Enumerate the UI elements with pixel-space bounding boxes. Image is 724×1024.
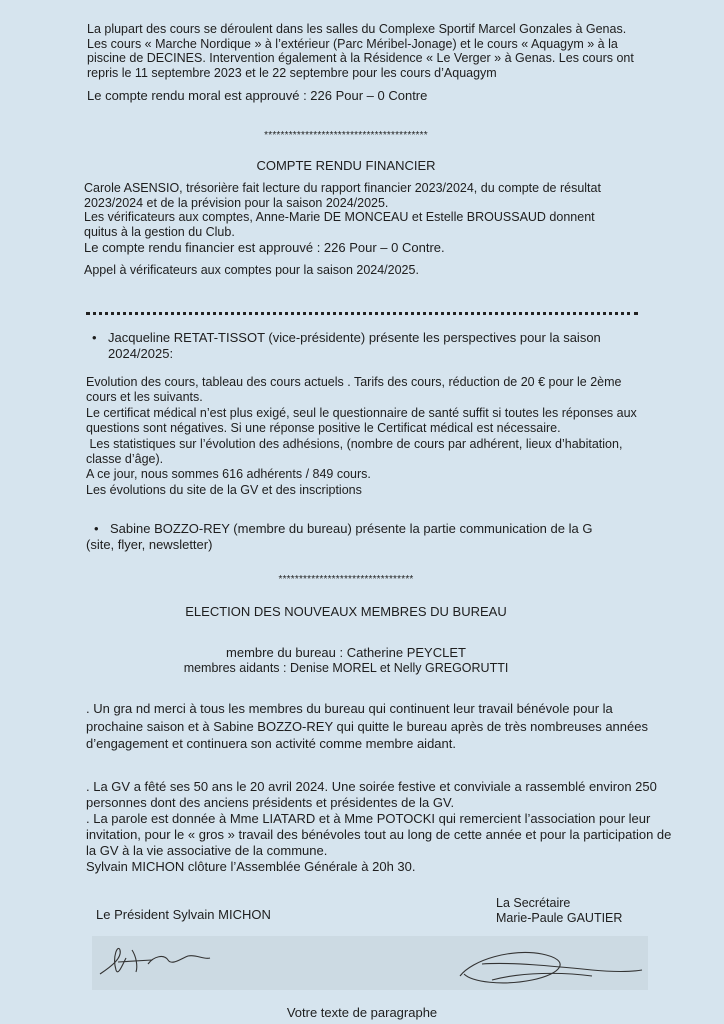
secretary-block	[496, 896, 622, 925]
financial-line: Carole ASENSIO, trésorière fait lecture du rapport financier 2023/2024, du compte de résultat	[84, 181, 601, 195]
financial-paragraph	[84, 181, 654, 278]
dotted-divider	[86, 312, 638, 315]
financial-heading: COMPTE RENDU FINANCIER	[256, 158, 436, 173]
closing-line: . La parole est donnée à Mme LIATARD et à Mme POTOCKI qui remercient l’association pour leur	[86, 811, 651, 826]
financial-appel: Appel à vérificateurs aux comptes pour la saison 2024/2025.	[84, 263, 419, 277]
intro-line: Les cours « Marche Nordique » à l’extérieur (Parc Méribel-Jonage) et le cours « Aquagym » à la	[87, 36, 618, 51]
perspectives-line: A ce jour, nous sommes 616 adhérents / 849 cours.	[86, 467, 371, 482]
separator-stars: ****************************************	[264, 130, 428, 141]
perspectives-line: Le certificat médical n’est plus exigé, seul le questionnaire de santé suffit si toutes les réponses aux	[86, 405, 637, 420]
merci-line: . Un gra nd merci à tous les membres du bureau qui continuent leur travail bénévole pour la	[86, 701, 613, 716]
intro-paragraph	[87, 22, 647, 80]
perspectives-line: Evolution des cours, tableau des cours actuels . Tarifs des cours, réduction de 20 € pour le 2ème	[86, 375, 622, 389]
financial-line: 2023/2024 et de la prévision pour la saison 2024/2025.	[84, 195, 389, 210]
financial-line: Les vérificateurs aux comptes, Anne-Marie DE MONCEAU et Estelle BROUSSAUD donnent	[84, 210, 595, 224]
secretary-title: La Secrétaire	[496, 896, 571, 910]
perspectives-line: questions sont négatives. Si une réponse positive le Certificat médical est nécessaire.	[86, 421, 561, 436]
communication-item	[86, 521, 666, 553]
perspectives-line: cours et les suivants.	[86, 390, 203, 405]
closing-paragraph	[86, 779, 686, 875]
election-membre: membre du bureau : Catherine PEYCLET	[226, 645, 466, 660]
intro-line: piscine de DECINES. Intervention également à la Résidence « Le Verger » à Genas. Les cours ont	[87, 51, 634, 65]
merci-line: prochaine saison et à Sabine BOZZO-REY qui quitte le bureau après de très nombreuses années	[86, 718, 648, 734]
perspectives-paragraph	[86, 375, 660, 498]
intro-line: repris le 11 septembre 2023 et le 22 septembre pour les cours d’Aquagym	[87, 65, 497, 80]
closing-line: Sylvain MICHON clôture l’Assemblée Générale à 20h 30.	[86, 859, 416, 874]
merci-paragraph	[86, 700, 676, 753]
footer-placeholder: Votre texte de paragraphe	[286, 1005, 438, 1020]
merci-line: d’engagement et continuera son activité comme membre aidant.	[86, 736, 456, 751]
financial-line: quitus à la gestion du Club.	[84, 224, 235, 239]
communication-line: (site, flyer, newsletter)	[86, 537, 213, 552]
moral-vote: Le compte rendu moral est approuvé : 226 Pour – 0 Contre	[87, 88, 428, 103]
signature-drawings	[92, 936, 648, 990]
bullet: •	[92, 330, 97, 345]
perspectives-line: classe d’âge).	[86, 452, 164, 467]
signature-strip	[92, 936, 648, 990]
closing-line: invitation, pour le « gros » travail des bénévoles tout au long de cette année et pour la participation de	[86, 827, 672, 842]
secretary-name: Marie-Paule GAUTIER	[496, 910, 623, 925]
president-signature	[100, 948, 210, 974]
president-label: Le Président Sylvain MICHON	[96, 907, 271, 922]
closing-line: . La GV a fêté ses 50 ans le 20 avril 2024. Une soirée festive et conviviale a rassemblé environ 250	[86, 779, 657, 794]
perspectives-lead	[92, 330, 652, 362]
intro-line: La plupart des cours se déroulent dans les salles du Complexe Sportif Marcel Gonzales à Genas.	[87, 22, 627, 36]
bullet: •	[94, 521, 99, 536]
perspectives-line: Les évolutions du site de la GV et des inscriptions	[86, 482, 362, 497]
perspectives-line: Les statistiques sur l’évolution des adhésions, (nombre de cours par adhérent, lieux d’habitation,	[86, 436, 623, 451]
separator-stars: *********************************	[278, 574, 414, 585]
perspectives-lead-line: 2024/2025:	[108, 346, 174, 361]
closing-line: personnes dont des anciens présidents et présidentes de la GV.	[86, 795, 455, 810]
election-aidants: membres aidants : Denise MOREL et Nelly GREGORUTTI	[183, 661, 509, 675]
communication-line: Sabine BOZZO-REY (membre du bureau) présente la partie communication de la G	[110, 521, 593, 536]
secretary-signature	[460, 952, 642, 982]
election-heading: ELECTION DES NOUVEAUX MEMBRES DU BUREAU	[185, 604, 507, 619]
closing-line: la GV à la vie associative de la commune.	[86, 843, 328, 858]
perspectives-lead-line: Jacqueline RETAT-TISSOT (vice-présidente) présente les perspectives pour la saison	[108, 330, 601, 345]
financial-vote: Le compte rendu financier est approuvé : 226 Pour – 0 Contre.	[84, 240, 445, 255]
